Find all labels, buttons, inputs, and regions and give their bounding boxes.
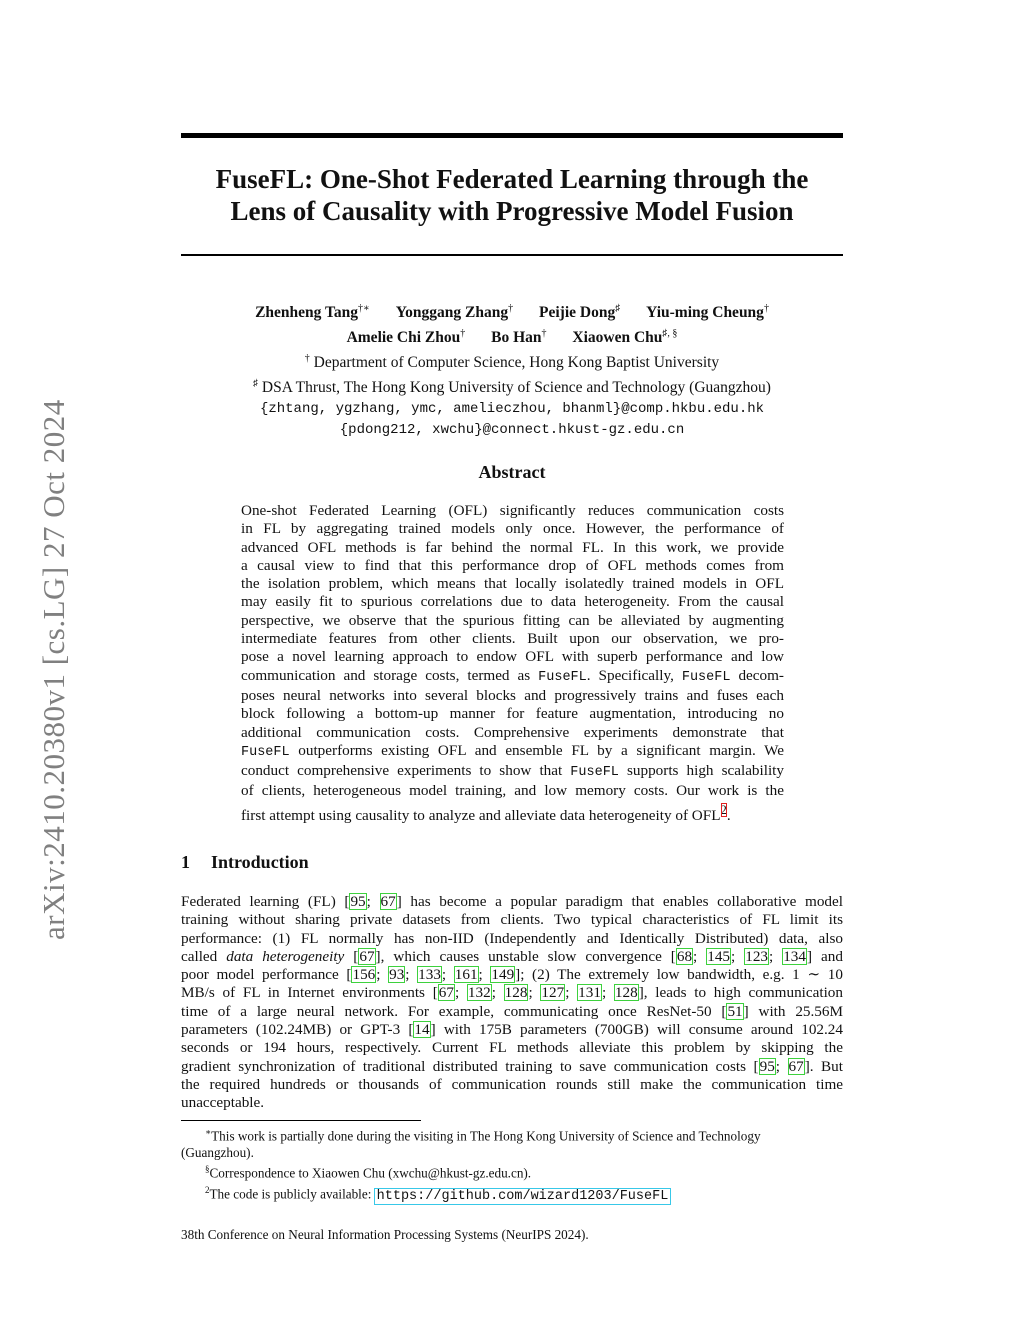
citation-link[interactable]: 132 bbox=[467, 984, 491, 1002]
footnote-3: $^2$The code is publicly available: https://github.com/wizard1203/FuseFL bbox=[205, 1185, 669, 1204]
citation-link[interactable]: 67 bbox=[438, 984, 454, 1002]
abstract-line: additional communication costs. Comprehensive experiments demonstrate that bbox=[241, 723, 784, 741]
citation-link[interactable]: 134 bbox=[783, 947, 806, 965]
intro-line: Federated learning (FL) [95; 67] has become a popular paradigm that enables collaborative model bbox=[181, 893, 843, 910]
author-row-1 bbox=[181, 298, 843, 323]
section-heading-introduction: 1 Introduction bbox=[181, 852, 309, 872]
citation-link[interactable]: 128 bbox=[504, 984, 528, 1002]
abstract-line: One-shot Federated Learning (OFL) significantly reduces communication costs bbox=[241, 502, 784, 519]
code-url-link[interactable]: https://github.com/wizard1203/FuseFL bbox=[376, 1188, 669, 1204]
abstract-line: conduct comprehensive experiments to show that FuseFL supports high scalability bbox=[241, 762, 784, 781]
affiliation-2: ♯ DSA Thrust, The Hong Kong University of Science and Technology (Guangzhou) bbox=[253, 378, 771, 397]
footnote-2: §Correspondence to Xiaowen Chu (xwchu@hkust-gz.edu.cn). bbox=[205, 1164, 532, 1181]
footnote-rule bbox=[181, 1120, 421, 1121]
intro-line: seconds or 194 hours, respectively. Current FL methods alleviate this problem by skipping the bbox=[181, 1039, 843, 1057]
intro-line: unacceptable. bbox=[181, 1094, 265, 1112]
author: Xiaowen Chu♯, § bbox=[572, 328, 678, 347]
abstract-line: block following a bottom-up manner for feature augmentation, introducing no bbox=[241, 705, 784, 723]
citation-link[interactable]: 67 bbox=[380, 893, 396, 910]
abstract-line: FuseFL outperforms existing OFL and ensemble FL by a significant margin. We bbox=[241, 741, 784, 760]
citation-link[interactable]: 149 bbox=[491, 966, 515, 984]
intro-line: the required hundreds or thousands of communication rounds still make the communication time bbox=[181, 1075, 843, 1093]
introduction-paragraph bbox=[181, 893, 843, 1113]
citation-link[interactable]: 67 bbox=[788, 1057, 804, 1075]
footnote-link-2[interactable]: 2 bbox=[720, 802, 727, 817]
abstract-line: of clients, heterogeneous model training, and low memory costs. Our work is the bbox=[241, 782, 784, 800]
citation-link[interactable]: 14 bbox=[414, 1021, 430, 1039]
author: Amelie Chi Zhou† bbox=[346, 328, 466, 347]
email-line-2: {pdong212, xwchu}@connect.hkust-gz.edu.cn bbox=[339, 421, 685, 438]
author: Bo Han† bbox=[491, 328, 547, 347]
abstract-line: first attempt using causality to analyze and alleviate data heterogeneity of OFL$^2$. bbox=[241, 802, 731, 824]
title-line-1: FuseFL: One-Shot Federated Learning through the bbox=[215, 164, 809, 194]
citation-link[interactable]: 128 bbox=[614, 984, 638, 1002]
paper-title bbox=[181, 163, 843, 227]
intro-line: poor model performance [156; 93; 133; 161; 149]; (2) The extremely low bandwidth, e.g. 1 ∼ 10 bbox=[181, 966, 843, 984]
author: Peijie Dong♯ bbox=[539, 303, 621, 322]
citation-link[interactable]: 133 bbox=[418, 966, 441, 984]
author: Yiu-ming Cheung† bbox=[646, 303, 769, 322]
intro-line: called data heterogeneity [67], which causes unstable slow convergence [68; 145; 123; 134] and bbox=[181, 947, 843, 965]
abstract-line: advanced OFL methods is far behind the normal FL. In this work, we provide bbox=[241, 538, 784, 556]
citation-link[interactable]: 131 bbox=[578, 984, 601, 1002]
email-line-1: {zhtang, ygzhang, ymc, amelieczhou, bhanml}@comp.hkbu.edu.hk bbox=[259, 400, 765, 417]
intro-line: training without sharing private datasets from clients. Two typical characteristics of FL limit its bbox=[181, 911, 843, 929]
abstract-line: perspective, we observe that the spurious fitting can be alleviated by augmenting bbox=[241, 611, 784, 629]
arxiv-identifier: arXiv:2410.20380v1 [cs.LG] 27 Oct 2024 bbox=[36, 399, 71, 940]
abstract-line: a causal view to find that this performance drop of OFL methods comes from bbox=[241, 556, 784, 574]
citation-link[interactable]: 95 bbox=[350, 893, 366, 910]
title-line-2: Lens of Causality with Progressive Model Fusion bbox=[230, 196, 794, 226]
citation-link[interactable]: 93 bbox=[389, 966, 405, 984]
author-block bbox=[181, 298, 843, 441]
venue-line: 38th Conference on Neural Information Processing Systems (NeurIPS 2024). bbox=[181, 1227, 589, 1242]
abstract-line: in FL by aggregating trained models only once. However, the performance of bbox=[241, 520, 784, 538]
abstract-line: intermediate features from other clients. Built upon our observation, we pro- bbox=[241, 630, 784, 648]
abstract-heading: Abstract bbox=[478, 462, 546, 482]
intro-line: gradient synchronization of traditional distributed training to save communication costs [95; 67]. But bbox=[181, 1057, 843, 1075]
citation-link[interactable]: 123 bbox=[745, 947, 768, 965]
abstract-line: poses neural networks into several blocks and progressively trains and fuses each bbox=[241, 686, 784, 704]
citation-link[interactable]: 127 bbox=[541, 984, 565, 1002]
footnote-1-cont: (Guangzhou). bbox=[181, 1144, 254, 1160]
abstract-body bbox=[241, 502, 784, 825]
intro-line: performance: (1) FL normally has non-IID (Independently and Identically Distributed) data, also bbox=[181, 929, 843, 947]
abstract-line: communication and storage costs, termed as FuseFL. Specifically, FuseFL decom- bbox=[241, 666, 784, 685]
intro-line: parameters (102.24MB) or GPT-3 [14] with 175B parameters (700GB) will consume around 102.24 bbox=[181, 1021, 843, 1039]
author: Yonggang Zhang† bbox=[395, 303, 514, 322]
intro-line: MB/s of FL in Internet environments [67; 132; 128; 127; 131; 128], leads to high communication bbox=[181, 984, 843, 1002]
intro-line: time of a large neural network. For example, communicating once ResNet-50 [51] with 25.56M bbox=[181, 1002, 843, 1020]
citation-link[interactable]: 67 bbox=[359, 947, 375, 965]
footnote-1: ∗This work is partially done during the visiting in The Hong Kong University of Science and Technology bbox=[205, 1127, 761, 1144]
citation-link[interactable]: 161 bbox=[454, 966, 478, 984]
citation-link[interactable]: 51 bbox=[727, 1002, 743, 1020]
author-row-2 bbox=[181, 323, 843, 348]
citation-link[interactable]: 95 bbox=[759, 1057, 775, 1075]
title-bottom-rule bbox=[181, 254, 843, 256]
citation-link[interactable]: 156 bbox=[352, 966, 376, 984]
author: Zhenheng Tang†∗ bbox=[255, 303, 370, 322]
title-top-rule bbox=[181, 133, 843, 138]
abstract-line: pose a novel learning approach to endow OFL with superb performance and low bbox=[241, 648, 784, 666]
footnotes bbox=[181, 1124, 843, 1205]
abstract-line: the isolation problem, which means that locally isolatedly trained models in OFL bbox=[241, 575, 784, 593]
citation-link[interactable]: 145 bbox=[707, 947, 731, 965]
affiliation-1: † Department of Computer Science, Hong Kong Baptist University bbox=[304, 353, 720, 372]
citation-link[interactable]: 68 bbox=[676, 947, 693, 965]
abstract-line: may easily fit to spurious correlations due to data heterogeneity. From the causal bbox=[241, 593, 784, 611]
